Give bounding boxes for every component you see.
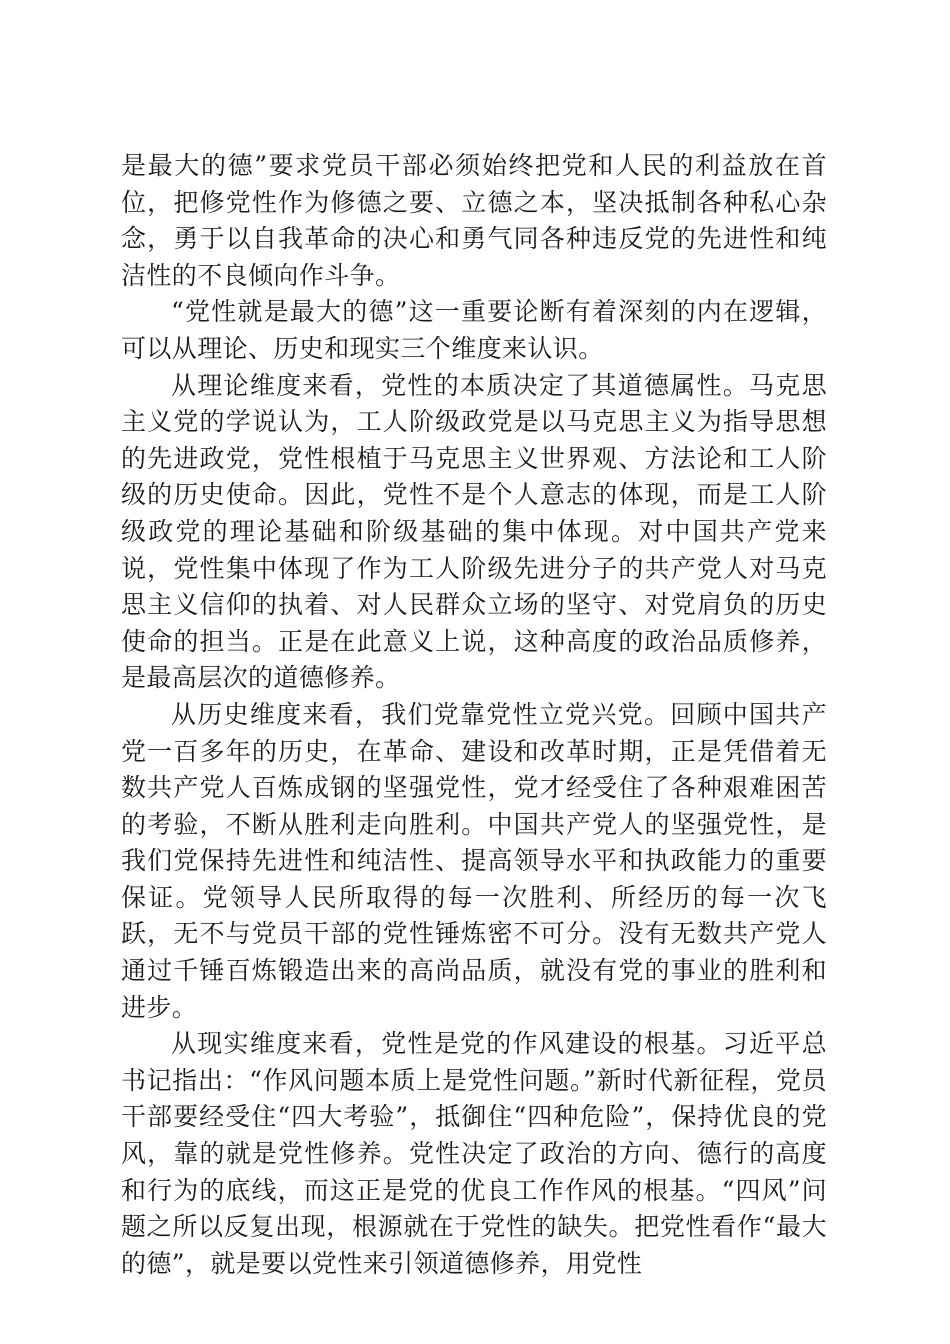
- document-body: [121, 148, 827, 1282]
- paragraph-5: 从现实维度来看，党性是党的作风建设的根基。习近平总书记指出：“作风问题本质上是党性问题。”新时代新征程，党员干部要经受住“四大考验”，抵御住“四种危险”，保持优良的党风，靠的就是党性修养。党性决定了政治的方向、德行的高度和行为的底线，而这正是党的优良工作作风的根基。“四风”问题之所以反复出现，根源就在于党性的缺失。把党性看作“最大的德”，就是要以党性来引领道德修养，用党性: [121, 1029, 827, 1278]
- paragraph-1: 是最大的德”要求党员干部必须始终把党和人民的利益放在首位，把修党性作为修德之要、立德之本，坚决抵制各种私心杂念，勇于以自我革命的决心和勇气同各种违反党的先进性和纯洁性的不良倾向作斗争。: [121, 151, 827, 290]
- paragraph-2: “党性就是最大的德”这一重要论断有着深刻的内在逻辑，可以从理论、历史和现实三个维度来认识。: [121, 297, 827, 363]
- paragraph-3: 从理论维度来看，党性的本质决定了其道德属性。马克思主义党的学说认为，工人阶级政党是以马克思主义为指导思想的先进政党，党性根植于马克思主义世界观、方法论和工人阶级的历史使命。因此，党性不是个人意志的体现，而是工人阶级政党的理论基础和阶级基础的集中体现。对中国共产党来说，党性集中体现了作为工人阶级先进分子的共产党人对马克思主义信仰的执着、对人民群众立场的坚守、对党肩负的历史使命的担当。正是在此意义上说，这种高度的政治品质修养，是最高层次的道德修养。: [121, 370, 827, 693]
- paragraph-4: 从历史维度来看，我们党靠党性立党兴党。回顾中国共产党一百多年的历史，在革命、建设和改革时期，正是凭借着无数共产党人百炼成钢的坚强党性，党才经受住了各种艰难困苦的考验，不断从胜利走向胜利。中国共产党人的坚强党性，是我们党保持先进性和纯洁性、提高领导水平和执政能力的重要保证。党领导人民所取得的每一次胜利、所经历的每一次飞跃，无不与党员干部的党性锤炼密不可分。没有无数共产党人通过千锤百炼锻造出来的高尚品质，就没有党的事业的胜利和进步。: [121, 699, 827, 1022]
